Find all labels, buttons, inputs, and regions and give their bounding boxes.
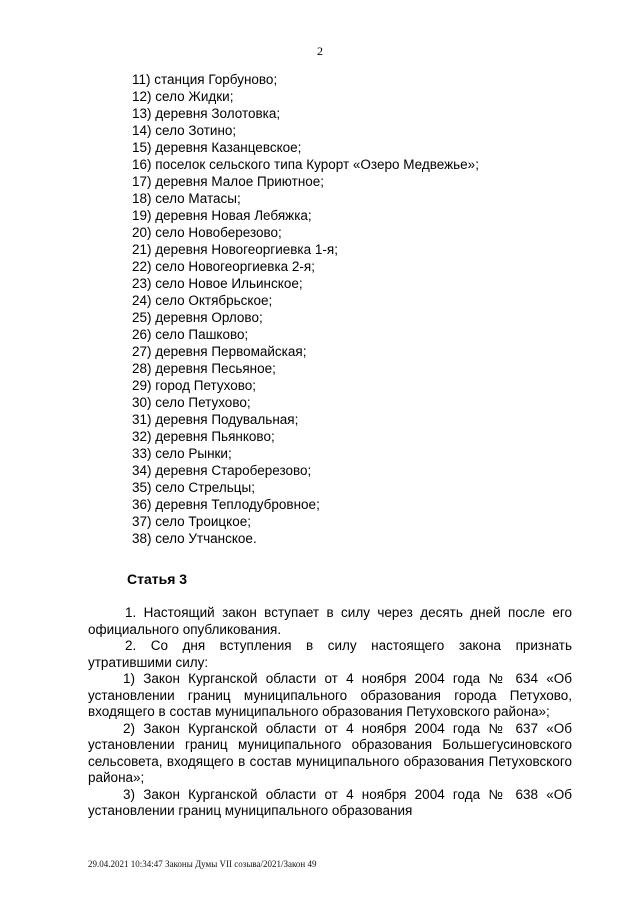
settlement-item: 36) деревня Теплодубровное; [132,497,320,512]
repealed-law-1: 1) Закон Курганской области от 4 ноября 2004 года № 634 «Об установлении границ муниципального образования города Петухово, входящего в состав муниципального образования Петуховского района»; [88,671,572,719]
article-paragraph-2: 2. Со дня вступления в силу настоящего закона признать утратившими силу: [88,638,572,670]
settlement-item: 33) село Рынки; [132,446,232,461]
settlement-item: 11) станция Горбуново; [132,72,278,87]
settlement-item: 24) село Октябрьское; [132,293,273,308]
repealed-law-2: 2) Закон Курганской области от 4 ноября 2004 года № 637 «Об установлении границ муниципального образования Большегусиновского сельсовета, входящего в состав муниципального образования Петуховского района»; [88,720,572,785]
settlement-item: 17) деревня Малое Приютное; [132,174,325,189]
settlement-item: 18) село Матасы; [132,191,241,206]
settlement-item: 15) деревня Казанцевское; [132,140,302,155]
settlement-item: 29) город Петухово; [132,378,256,393]
settlement-list [132,71,479,547]
settlement-item: 31) деревня Подувальная; [132,412,299,427]
article-heading: Статья 3 [127,571,188,587]
settlement-item: 22) село Новогеоргиевка 2-я; [132,259,315,274]
settlement-item: 32) деревня Пьянково; [132,429,275,444]
document-footer: 29.04.2021 10:34:47 Законы Думы VII созыва/2021/Закон 49 [88,859,317,869]
settlement-item: 30) село Петухово; [132,395,251,410]
settlement-item: 21) деревня Новогеоргиевка 1-я; [132,242,338,257]
settlement-item: 25) деревня Орлово; [132,310,263,325]
settlement-item: 12) село Жидки; [132,89,234,104]
article-paragraph-1: 1. Настоящий закон вступает в силу через десять дней после его официального опубликования. [88,605,572,637]
settlement-item: 20) село Новоберезово; [132,225,282,240]
settlement-item: 26) село Пашково; [132,327,249,342]
settlement-item: 35) село Стрельцы; [132,480,255,495]
settlement-item: 16) поселок сельского типа Курорт «Озеро Медвежье»; [132,157,479,172]
settlement-item: 19) деревня Новая Лебяжка; [132,208,312,223]
settlement-item: 23) село Новое Ильинское; [132,276,303,291]
settlement-item: 34) деревня Староберезово; [132,463,312,478]
repealed-law-3: 3) Закон Курганской области от 4 ноября 2004 года № 638 «Об установлении границ муниципального образования [88,786,572,818]
settlement-item: 13) деревня Золотовка; [132,106,281,121]
settlement-item: 14) село Зотино; [132,123,237,138]
page-number: 2 [317,44,323,58]
settlement-item: 28) деревня Песьяное; [132,361,276,376]
settlement-item: 27) деревня Первомайская; [132,344,307,359]
settlement-item: 38) село Утчанское. [132,531,257,546]
article-body [88,605,572,820]
settlement-item: 37) село Троицкое; [132,514,251,529]
